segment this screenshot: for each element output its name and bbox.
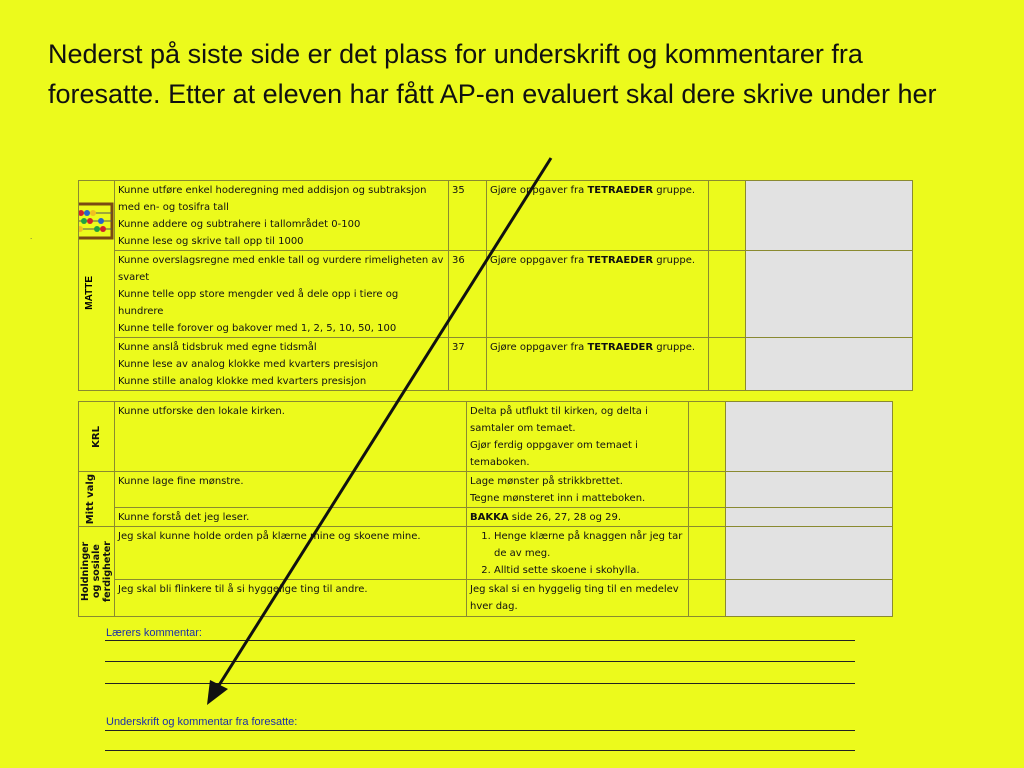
holdninger-goal-2: Jeg skal bli flinkere til å si hyggelige ting til andre. [115,580,467,617]
holdninger-goal-1: Jeg skal kunne holde orden på klærne mine og skoene mine. [115,527,467,580]
mitt-valg-goal-2: Kunne forstå det jeg leser. [115,508,467,527]
task-text: gruppe. [653,342,696,353]
goal-line: Kunne anslå tidsbruk med egne tidsmål [118,342,317,353]
task-text: Gjøre oppgaver fra [490,185,588,196]
task-bold: TETRAEDER [587,185,654,196]
krl-goal: Kunne utforske den lokale kirken. [115,402,467,472]
task-text: gruppe. [653,255,696,266]
task-text: Gjøre oppgaver fra [490,255,588,266]
krl-subject-label: KRL [90,426,102,448]
goal-line: Kunne stille analog klokke med kvarters presisjon [118,376,367,387]
subject-line: og sosiale [91,544,102,599]
task-line: Lage mønster på strikkbrettet. [470,476,623,487]
pointer-arrow-head [207,680,228,705]
goal-line: Kunne lese av analog klokke med kvarters presisjon [118,359,379,370]
goal-line: Kunne addere og subtrahere i tallområdet 0-100 [118,219,361,230]
goal-line: Kunne telle opp store mengder ved å dele opp i tiere og hundrere [118,289,399,317]
teacher-comment-label: Lærers kommentar: [106,627,202,639]
task-text: gruppe. [653,185,696,196]
week-number: 36 [449,251,487,338]
week-number: 37 [449,338,487,391]
task-line: Gjør ferdig oppgaver om temaet i temaboken. [470,440,638,468]
goal-line: Kunne lese og skrive tall opp til 1000 [118,236,304,247]
task-bold: TETRAEDER [587,342,654,353]
task-bold: TETRAEDER [587,255,654,266]
holdninger-task-2: Jeg skal si en hyggelig ting til en medelev hver dag. [467,580,689,617]
task-text: side 26, 27, 28 og 29. [508,512,622,523]
mitt-valg-subject-label: Mitt valg [84,473,96,525]
pointer-arrow-line [216,158,551,690]
goal-line: Kunne overslagsregne med enkle tall og vurdere rimeligheten av svaret [118,255,444,283]
list-item: 1. Henge klærne på knaggen når jeg tar de av meg. [494,528,685,562]
mitt-valg-goal-1: Kunne lage fine mønstre. [115,472,467,508]
week-number: 35 [449,181,487,251]
parent-comment-label: Underskrift og kommentar fra foresatte: [106,716,298,728]
headline: Nederst på siste side er det plass for underskrift og kommentarer fra foresatte. Etter at eleven har fått AP-en evaluert skal dere skrive under her [48,39,937,109]
stray-mark: . [30,232,33,241]
matte-subject-label: MATTE [84,276,95,310]
subject-line: ferdigheter [102,541,113,602]
task-line: Delta på utflukt til kirken, og delta i samtaler om temaet. [470,406,648,434]
list-item: 2. Alltid sette skoene i skohylla. [494,562,685,579]
task-text: Gjøre oppgaver fra [490,342,588,353]
task-line: Tegne mønsteret inn i matteboken. [470,493,646,504]
goal-line: Kunne telle forover og bakover med 1, 2, 5, 10, 50, 100 [118,323,397,334]
goal-line: Kunne utføre enkel hoderegning med addisjon og subtraksjon med en- og tosifra tall [118,185,427,213]
subject-line: Holdninger [80,541,91,602]
task-bold: BAKKA [470,512,509,523]
